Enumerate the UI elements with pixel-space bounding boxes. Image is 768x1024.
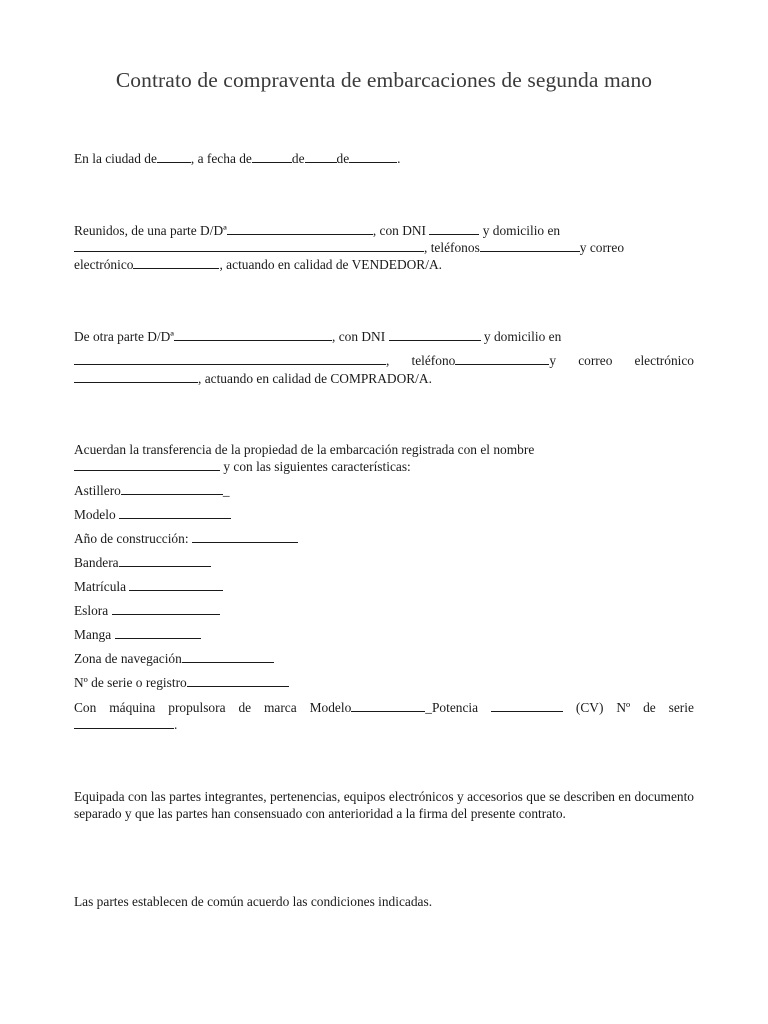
comprador-line-1: De otra parte D/Dª , con DNI y domicilio en bbox=[74, 329, 562, 344]
caracteristica-serie: Nº de serie o registro bbox=[74, 674, 694, 691]
ciudad-blank[interactable] bbox=[157, 150, 191, 163]
comprador-line-3: , actuando en calidad de COMPRADOR/A. bbox=[74, 370, 694, 387]
caracteristica-modelo: Modelo bbox=[74, 506, 694, 523]
modelo-maquina-blank[interactable] bbox=[351, 699, 425, 712]
vendedor-line-2: , teléfonos y correo bbox=[74, 239, 694, 256]
transferencia-line-1: Acuerdan la transferencia de la propiedad de la embarcación registrada con el nombre bbox=[74, 442, 535, 457]
serie-registro-blank[interactable] bbox=[187, 674, 289, 687]
zona-navegacion-blank[interactable] bbox=[182, 650, 274, 663]
caracteristica-matricula: Matrícula bbox=[74, 578, 694, 595]
eslora-blank[interactable] bbox=[112, 602, 220, 615]
caracteristica-manga: Manga bbox=[74, 626, 694, 643]
manga-blank[interactable] bbox=[115, 626, 201, 639]
vendedor-dni-blank[interactable] bbox=[429, 222, 479, 235]
comprador-email-blank[interactable] bbox=[74, 370, 198, 383]
modelo-blank[interactable] bbox=[119, 506, 231, 519]
comprador-dni-blank[interactable] bbox=[389, 328, 481, 341]
embarcacion-nombre-blank[interactable] bbox=[74, 458, 220, 471]
caracteristica-anio: Año de construcción: bbox=[74, 530, 694, 547]
condiciones-paragraph: Las partes establecen de común acuerdo las condiciones indicadas. bbox=[74, 894, 433, 909]
maquina-line-2: . bbox=[74, 716, 694, 733]
comprador-line-2: , teléfono y correo electrónico bbox=[74, 352, 694, 369]
caracteristica-astillero: Astillero _ bbox=[74, 483, 230, 498]
bandera-blank[interactable] bbox=[119, 554, 211, 567]
serie-maquina-blank[interactable] bbox=[74, 716, 174, 729]
vendedor-telefonos-blank[interactable] bbox=[480, 239, 580, 252]
caracteristica-bandera: Bandera bbox=[74, 554, 694, 571]
vendedor-email-blank[interactable] bbox=[133, 256, 219, 269]
anio-blank[interactable] bbox=[349, 150, 397, 163]
vendedor-domicilio-blank[interactable] bbox=[74, 239, 424, 252]
vendedor-nombre-blank[interactable] bbox=[227, 222, 373, 235]
transferencia-line-2: y con las siguientes características: bbox=[74, 458, 694, 475]
comprador-telefono-blank[interactable] bbox=[455, 352, 549, 365]
document-title: Contrato de compraventa de embarcaciones de segunda mano bbox=[115, 68, 653, 92]
astillero-blank[interactable] bbox=[121, 482, 223, 495]
caracteristica-zona: Zona de navegación bbox=[74, 650, 694, 667]
comprador-domicilio-blank[interactable] bbox=[74, 352, 386, 365]
matricula-blank[interactable] bbox=[129, 578, 223, 591]
equipada-paragraph: Equipada con las partes integrantes, pertenencias, equipos electrónicos y accesorios que se describen en documento separado y que las partes han consensuado con anterioridad a la firma del presente contrato. bbox=[74, 789, 694, 821]
vendedor-line-3: electrónico , actuando en calidad de VENDEDOR/A. bbox=[74, 257, 442, 272]
dia-blank[interactable] bbox=[252, 150, 292, 163]
caracteristica-eslora: Eslora bbox=[74, 602, 694, 619]
comprador-nombre-blank[interactable] bbox=[174, 328, 332, 341]
anio-construccion-blank[interactable] bbox=[192, 530, 298, 543]
intro-line: En la ciudad de , a fecha de de de . bbox=[74, 151, 401, 166]
maquina-line-1: Con máquina propulsora de marca Modelo _Potencia (CV) Nº de serie bbox=[74, 700, 694, 715]
vendedor-line-1: Reunidos, de una parte D/Dª , con DNI y domicilio en bbox=[74, 223, 561, 238]
mes-blank[interactable] bbox=[305, 150, 337, 163]
potencia-blank[interactable] bbox=[491, 699, 563, 712]
